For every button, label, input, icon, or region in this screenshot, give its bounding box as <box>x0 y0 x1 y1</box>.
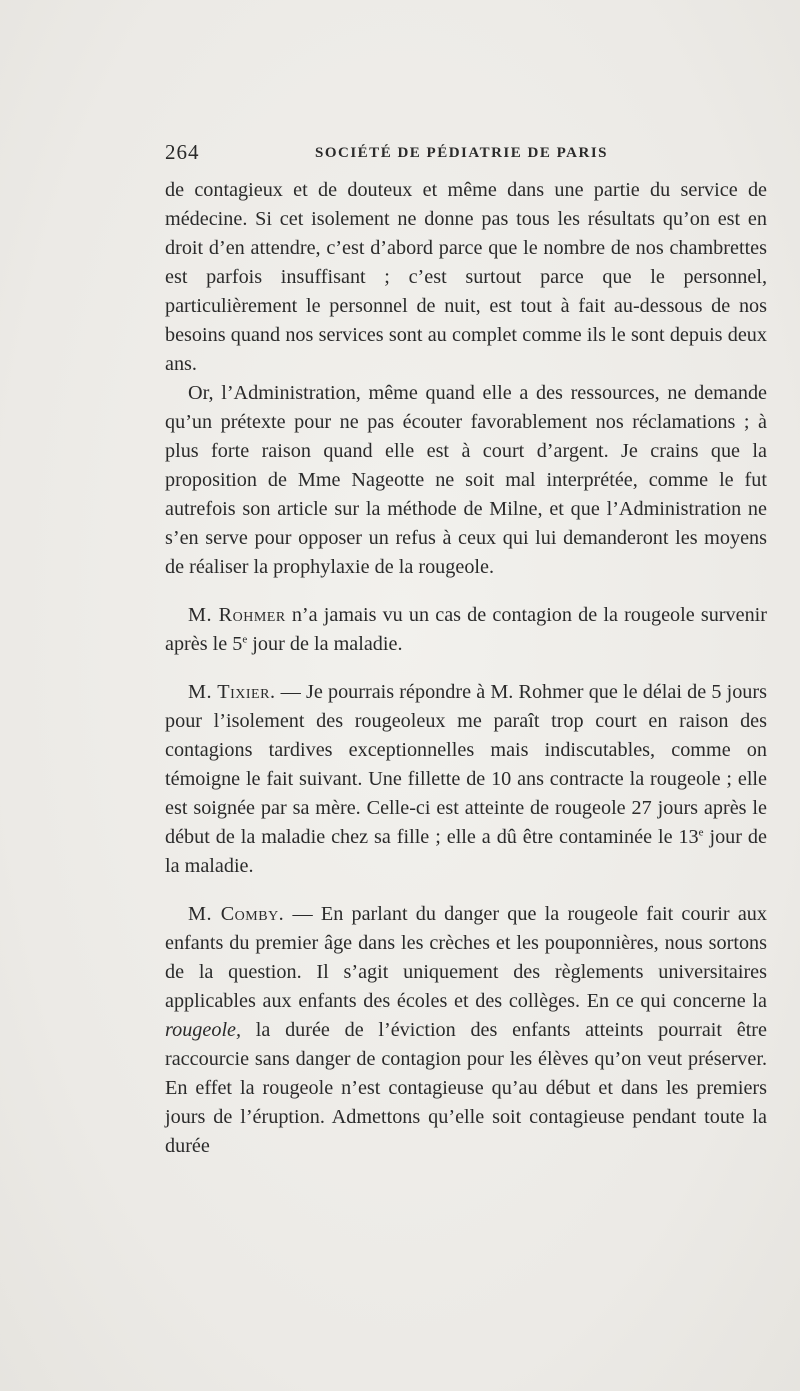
paragraph-continuation: de contagieux et de douteux et même dans une partie du service de médecine. Si cet isolement ne donne pas tous les résultats qu’on est en droit d’en attendre, c’est d’abord parce que le nombre de nos chambrettes est parfois insuffisant ; c’est surtout parce que le personnel, particulièrement le personnel de nuit, est tout à fait au-dessous de nos besoins quand nos services sont au complet comme ils le sont depuis deux ans. <box>165 179 767 375</box>
paragraph-text: — En parlant du danger que la rougeole fait courir aux enfants du premier âge dans les crèches et les pouponnières, nous sortons de la question. Il s’agit uniquement des règlements universitaires applicables aux enfants des écoles et des collèges. En ce qui concerne la <box>165 903 767 1012</box>
speaker-name: M. Comby. <box>188 903 285 925</box>
page-number: 264 <box>165 140 200 164</box>
speaker-name: M. Rohmer <box>188 604 286 626</box>
paragraph-rohmer <box>165 601 767 659</box>
paragraph-text: n’a jamais vu un cas de contagion de la rougeole survenir après le 5 <box>165 604 767 655</box>
paragraph-text: la durée de l’éviction des enfants atteints pourrait être raccourcie sans danger de contagion pour les élèves qu’on veut préserver. En effet la rougeole n’est contagieuse qu’au début et dans les premiers jours de l’éruption. Admettons qu’elle soit contagieuse pendant toute la durée <box>165 1019 767 1157</box>
paragraph-administration: Or, l’Administration, même quand elle a des ressources, ne demande qu’un prétexte pour ne pas écouter favorablement nos réclamations ; à plus forte raison quand elle est à court d’argent. Je crains que la proposition de Mme Nageotte ne soit mal interprétée, comme le fut autrefois son article sur la méthode de Milne, et que l’Administration ne s’en serve pour opposer un refus à ceux qui lui demanderont les moyens de réaliser la prophylaxie de la rougeole. <box>165 382 767 578</box>
speaker-name: M. Tixier. <box>188 681 276 703</box>
page-header <box>165 140 770 174</box>
superscript: e <box>242 633 248 646</box>
paragraph-tixier <box>165 678 767 881</box>
paragraph-text: jour de la maladie. <box>247 633 403 655</box>
body-text <box>165 176 767 1161</box>
superscript: e <box>698 826 704 839</box>
italic-word: rougeole, <box>165 1019 242 1041</box>
paragraph-comby <box>165 900 767 1161</box>
paragraph-text: jour de la maladie. <box>165 826 767 877</box>
running-title: SOCIÉTÉ DE PÉDIATRIE DE PARIS <box>315 145 608 161</box>
paragraph-text: — Je pourrais répondre à M. Rohmer que le délai de 5 jours pour l’isolement des rougeoleux me paraît trop court en raison des contagions tardives exceptionnelles mais indiscutables, comme on témoigne le fait suivant. Une fillette de 10 ans contracte la rougeole ; elle est soignée par sa mère. Celle-ci est atteinte de rougeole 27 jours après le début de la maladie chez sa fille ; elle a dû être contaminée le 13 <box>165 681 767 848</box>
